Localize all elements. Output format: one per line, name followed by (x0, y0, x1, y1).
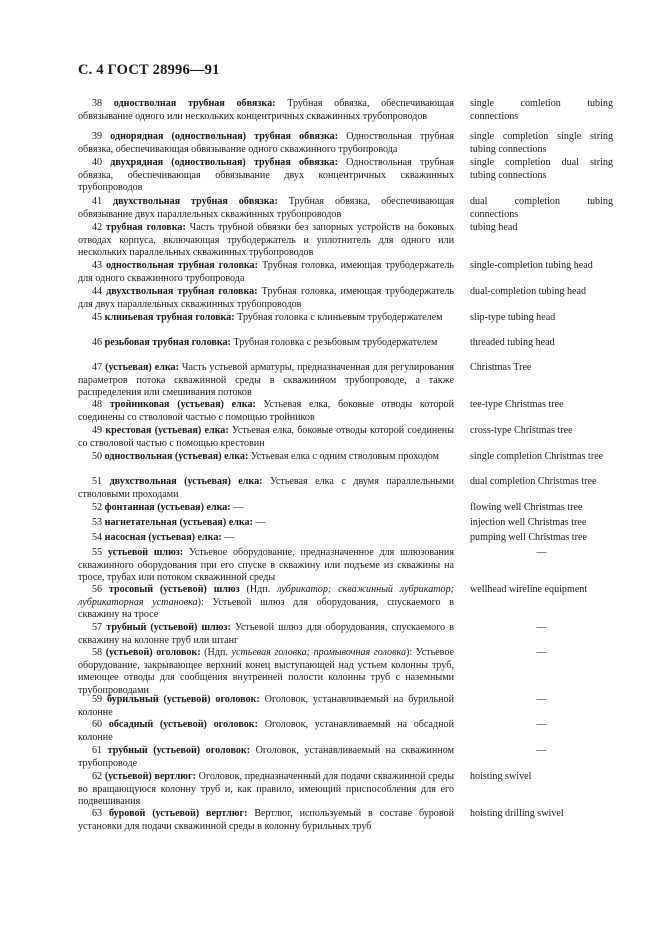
term-name: крестовая (устьевая) елка: (105, 425, 229, 436)
english-equivalent: flowing well Christmas tree (470, 502, 583, 513)
english-equivalent: tee-type Christmas tree (470, 399, 564, 410)
english-equivalent: — (536, 694, 547, 705)
term-name: тросовый (устьевой) шлюз (108, 584, 240, 595)
definition-text: ): Устьевой шлюз для оборудования, спускаемого в скважину на тросе (78, 596, 454, 621)
term-entry (0, 260, 661, 285)
english-equivalent: — (536, 719, 547, 730)
term-entry (0, 425, 661, 450)
term-definition (78, 719, 454, 744)
term-definition (78, 312, 454, 325)
term-entry (0, 694, 661, 719)
english-equivalent: — (536, 745, 547, 756)
definition-text: — (252, 517, 266, 528)
term-number: 43 (92, 260, 103, 271)
term-name: резьбовая трубная головка: (104, 337, 231, 348)
term-entry (0, 719, 661, 744)
term-entry (0, 312, 661, 325)
term-definition (78, 647, 454, 697)
deprecated-terms: лубрикатор; скважинный лубрикатор; лубрикаторная установка (78, 584, 454, 608)
term-entry (0, 286, 661, 311)
term-number: 57 (92, 622, 103, 633)
term-name: одноствольная трубная головка: (106, 260, 258, 271)
english-equivalent: cross-type Christmas tree (470, 425, 573, 436)
term-entry (0, 196, 661, 221)
definition-text: Оголовок, устанавливаемый на скважинном трубопроводе (78, 745, 454, 769)
term-number: 49 (92, 425, 103, 436)
english-equivalent: single completion dual string tubing connections (470, 157, 613, 181)
definition-text: Оголовок, устанавливаемый на обсадной колонне (78, 719, 455, 743)
definition-text: Часть устьевой арматуры, предназначенная для регулирования параметров потока скважинной среды в скважинном трубопроводе, а также распределения или смешивания потоков (78, 362, 454, 399)
term-entry (0, 517, 661, 530)
term-name: буровой (устьевой) вертлюг: (108, 808, 248, 819)
term-entry (0, 808, 661, 833)
term-number: 48 (92, 399, 103, 410)
term-definition (78, 98, 454, 123)
term-definition (78, 547, 454, 585)
term-number: 44 (92, 286, 103, 297)
english-equivalent: injection well Christmas tree (470, 517, 587, 528)
definition-text: Устьевой шлюз для оборудования, спускаемого в скважину на колонне труб или штанг (78, 622, 455, 646)
term-name: устьевой шлюз: (107, 547, 184, 558)
term-name: двухствольная трубная обвязка: (113, 196, 278, 207)
definition-text: Устьевая елка с двумя параллельными стволовыми проходами (78, 476, 454, 500)
english-equivalent: — (536, 547, 547, 558)
term-definition (78, 425, 454, 450)
english-equivalent: Christmas Tree (470, 362, 532, 373)
english-equivalent: hoisting swivel (470, 771, 532, 782)
term-definition (78, 502, 454, 515)
english-equivalent: hoisting drilling swivel (470, 808, 564, 819)
term-definition (78, 131, 454, 156)
term-entry (0, 157, 661, 195)
term-number: 42 (92, 222, 103, 233)
english-equivalent: slip-type tubing head (470, 312, 556, 323)
page-header: С. 4 ГОСТ 28996—91 (78, 62, 220, 78)
term-name: одностволная трубная обвязка: (113, 98, 276, 109)
term-name: трубный (устьевой) оголовок: (107, 745, 251, 756)
term-name: бурильный (устьевой) оголовок: (107, 694, 260, 705)
term-entry (0, 771, 661, 809)
term-number: 45 (92, 312, 103, 323)
term-number: 50 (92, 451, 103, 462)
term-name: клиньевая трубная головка: (104, 312, 235, 323)
term-number: 58 (92, 647, 103, 658)
english-equivalent: pumping well Christmas tree (470, 532, 587, 543)
term-definition (78, 286, 454, 311)
term-number: 39 (92, 131, 103, 142)
english-equivalent: dual completion Christmas tree (470, 476, 597, 487)
term-number: 60 (92, 719, 103, 730)
term-name: обсадный (устьевой) оголовок: (108, 719, 258, 730)
term-number: 51 (92, 476, 103, 487)
term-entry (0, 647, 661, 697)
term-definition (78, 260, 454, 285)
term-number: 52 (92, 502, 103, 513)
term-number: 61 (92, 745, 103, 756)
term-name: трубная головка: (105, 222, 186, 233)
term-definition (78, 451, 454, 464)
definition-text: Трубная обвязка, обеспечивающая обвязывание одного или нескольких концентричных скважинных трубопроводов (78, 98, 454, 122)
definition-text: Одноствольная трубная обвязка, обеспечивающая обвязывание двух концентричных скважинных трубопроводов (78, 157, 454, 194)
term-definition (78, 157, 454, 195)
term-name: нагнетательная (устьевая) елка: (104, 517, 253, 528)
english-equivalent: single comletion tubing connections (470, 98, 613, 122)
term-definition (78, 362, 454, 400)
definition-text: Трубная головка, имеющая трубодержатель для одного скважинного трубопровода (78, 260, 454, 284)
term-name: (устьевой) вертлюг: (104, 771, 196, 782)
term-definition (78, 532, 454, 545)
term-number: 47 (92, 362, 103, 373)
term-definition (78, 337, 454, 350)
term-entry (0, 532, 661, 545)
term-number: 62 (92, 771, 103, 782)
term-name: насосная (устьевая) елка: (104, 532, 222, 543)
definition-text: Устьевая елка, боковые отводы которой соединены со стволовой частью с помощью крестовин (78, 425, 454, 449)
term-name: тройниковая (устьевая) елка: (109, 399, 256, 410)
term-name: фонтанная (устьевая) елка: (104, 502, 231, 513)
term-number: 41 (92, 196, 103, 207)
definition-text: Часть трубной обвязки без запорных устройств на боковых отводах корпуса, включающая трубодержатель и уплотнитель для одного или нескольких параллельных скважинных трубопроводов (78, 222, 454, 259)
english-equivalent: dual-completion tubing head (470, 286, 587, 297)
term-entry (0, 622, 661, 647)
definition-text: Оголовок, предназначенный для подачи скважинной среды во вращающуюся колонну труб и, как правило, имеющий приспособления для его подвешивания (78, 771, 454, 808)
term-number: 56 (92, 584, 103, 595)
term-number: 59 (92, 694, 103, 705)
definition-text: Трубная обвязка, обеспечивающая обвязывание двух параллельных скважинных трубопроводов (78, 196, 454, 220)
term-number: 53 (92, 517, 103, 528)
deprecated-terms: устьевая головка; промывочная головка (231, 647, 407, 658)
term-definition (78, 399, 454, 424)
term-entry (0, 451, 661, 464)
english-equivalent: single-completion tubing head (470, 260, 593, 271)
term-definition (78, 222, 454, 260)
english-equivalent: — (536, 622, 547, 633)
term-definition (78, 771, 454, 809)
definition-text: — (221, 532, 235, 543)
term-name: (устьевой) оголовок: (105, 647, 201, 658)
term-definition (78, 622, 454, 647)
definition-text: Вертлюг, используемый в составе буровой установки для подачи скважинной среды в колонну бурильных труб (78, 808, 454, 832)
term-entry (0, 98, 661, 123)
english-equivalent: wellhead wireline equipment (470, 584, 588, 595)
english-equivalent: single completion single string tubing connections (470, 131, 613, 155)
term-entry (0, 502, 661, 515)
term-number: 38 (92, 98, 103, 109)
definition-text: Трубная головка с резьбовым трубодержателем (230, 337, 438, 348)
term-name: (устьевая) елка: (105, 362, 179, 373)
definition-text: Оголовок, устанавливаемый на бурильной колонне (78, 694, 455, 718)
term-definition (78, 476, 454, 501)
english-equivalent: dual completion tubing connections (470, 196, 613, 220)
term-entry (0, 131, 661, 156)
definition-text: Трубная головка с клиньевым трубодержателем (234, 312, 443, 323)
term-name: однорядная (одноствольная) трубная обвязка: (110, 131, 339, 142)
term-entry (0, 547, 661, 585)
term-name: двухствольная (устьевая) елка: (109, 476, 263, 487)
term-number: 63 (92, 808, 103, 819)
term-definition (78, 196, 454, 221)
term-definition (78, 517, 454, 530)
term-number: 54 (92, 532, 103, 543)
term-number: 40 (92, 157, 103, 168)
term-definition (78, 694, 454, 719)
definition-text: Устьевое оборудование, предназначенное для шлюзования скважинного оборудования при его спуске в скважину или подъеме из скважины на тросе, трубах или потоком скважинной среды (78, 547, 454, 584)
deprecated-note-prefix: (Ндп. (200, 647, 232, 658)
definition-text: Устьевая елка с одним стволовым проходом (248, 451, 440, 462)
term-number: 46 (92, 337, 103, 348)
term-entry (0, 745, 661, 770)
definition-text: Одноствольная трубная обвязка, обеспечивающая обвязывание одного скважинного трубопровода (78, 131, 454, 155)
term-entry (0, 362, 661, 400)
term-number: 55 (92, 547, 103, 558)
english-equivalent: tubing head (470, 222, 518, 233)
term-name: одноствольная (устьевая) елка: (104, 451, 249, 462)
term-entry (0, 222, 661, 260)
term-definition (78, 808, 454, 833)
english-equivalent: — (536, 647, 547, 658)
term-definition (78, 584, 454, 622)
definition-text: ): Устьевое оборудование, закрывающее верхний конец выступающей над устьем колонны труб, имеющее отводы для сообщения внутренней полости колонны труб с наземными трубопроводами (78, 647, 455, 696)
definition-text: Трубная головка, имеющая трубодержатель для двух параллельных скважинных трубопроводов (78, 286, 454, 310)
definition-text: — (230, 502, 244, 513)
deprecated-note-prefix: (Ндп. (239, 584, 278, 595)
definition-text: Устьевая елка, боковые отводы которой соединены со стволовой частью с помощью тройников (78, 399, 454, 423)
term-entry (0, 584, 661, 622)
term-name: трубный (устьевой) шлюз: (106, 622, 231, 633)
term-entry (0, 399, 661, 424)
term-name: двухствольная трубная головка: (106, 286, 258, 297)
term-name: двухрядная (одноствольная) трубная обвязка: (110, 157, 338, 168)
term-definition (78, 745, 454, 770)
english-equivalent: single completion Christmas tree (470, 451, 604, 462)
term-entry (0, 337, 661, 350)
english-equivalent: threaded tubing head (470, 337, 555, 348)
term-entry (0, 476, 661, 501)
